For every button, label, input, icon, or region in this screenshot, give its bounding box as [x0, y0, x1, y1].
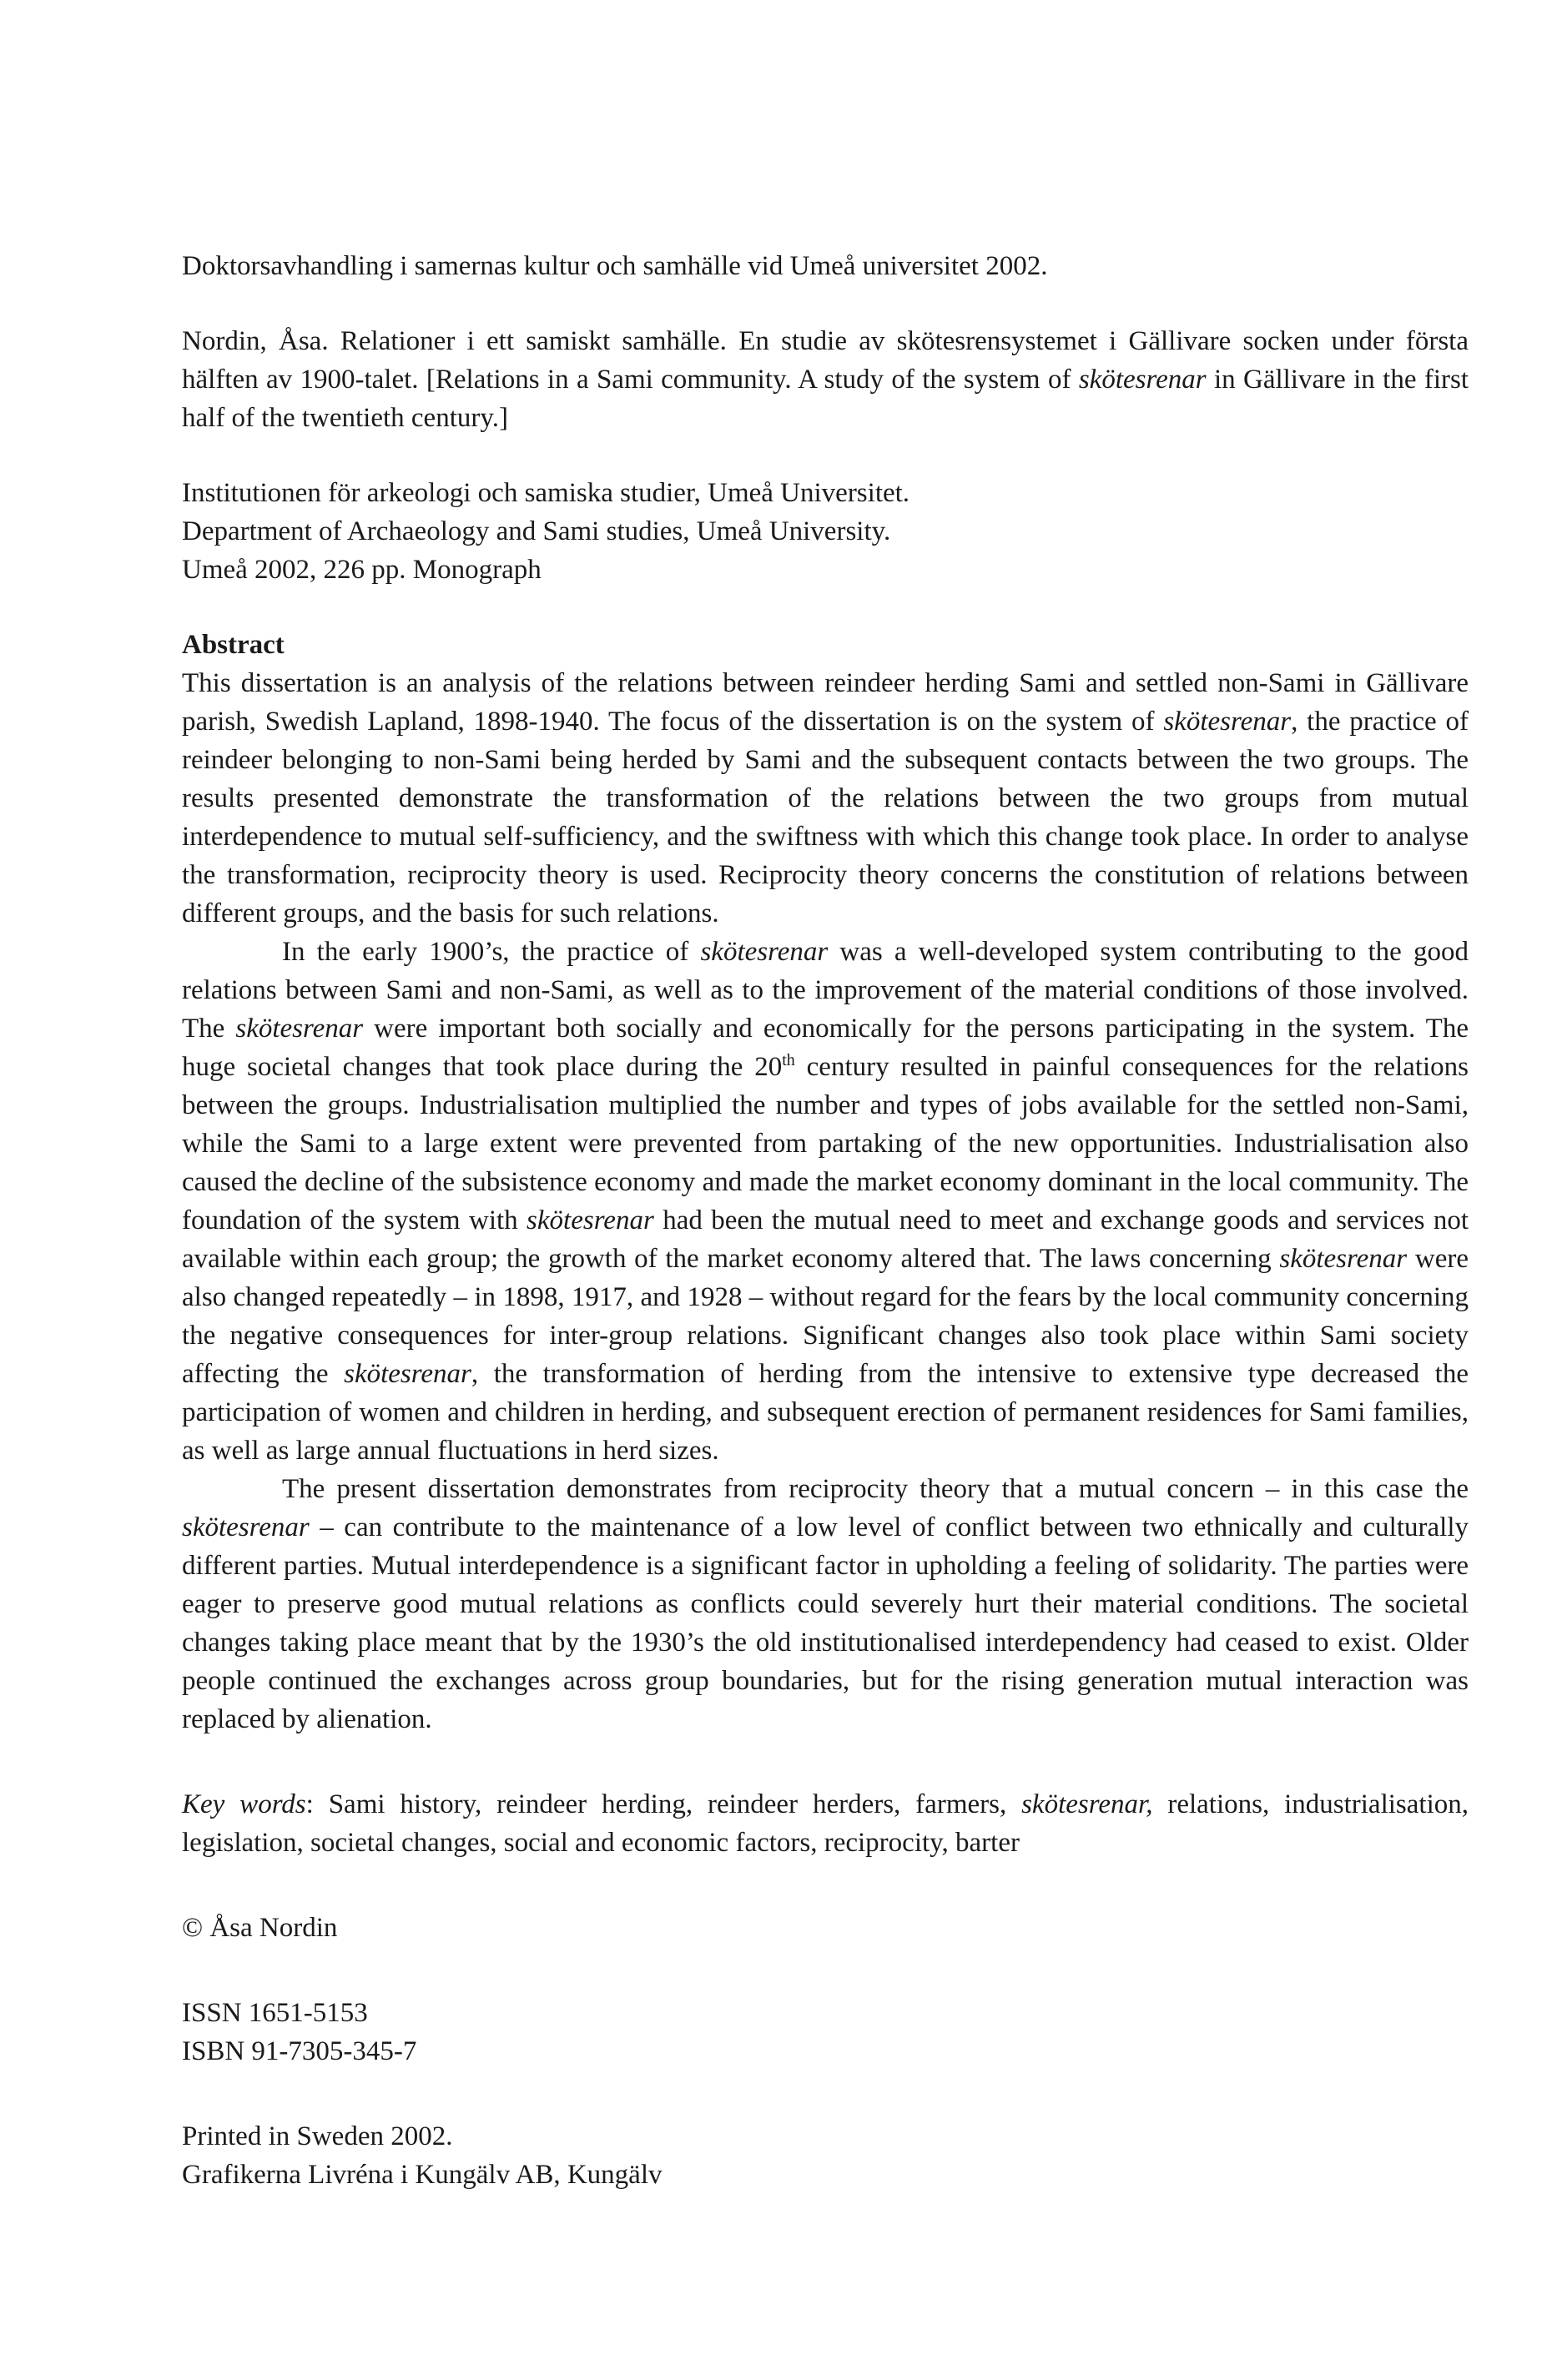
abstract-p2-text-d: century resulted in painful consequences for the relations between the groups. Industrialisation multiplied the number and types of jobs available for the settled non-Sami, while the Sami to a large extent were prevented from partaking of the new opportunities. Industrialisation also caused the decline of the subsistence economy and made the market economy dominant in the local community. The foundation of the system with [182, 1052, 1469, 1235]
abstract-p3-text-a: The present dissertation demonstrates from reciprocity theory that a mutual concern – in this case the [282, 1474, 1469, 1504]
abstract-paragraph-2 [182, 933, 1469, 1470]
abstract-p2-term-2: skötesrenar [235, 1014, 364, 1044]
citation-text: Nordin, Åsa. Relationer i ett samiskt samhälle. En studie av skötesrensystemet i Gällivare socken under första hälften av 1900-talet. [Relations in a Sami community. A study of the system of [182, 326, 1469, 395]
issn: ISSN 1651-5153 [182, 1998, 368, 2028]
abstract-p1-text-b: , the practice of reindeer belonging to non-Sami being herded by Sami and the subsequent contacts between the two groups. The results presented demonstrate the transformation of the relations between the two groups from mutual interdependence to mutual self-sufficiency, and the swiftness with which this change took place. In order to analyse the transformation, reciprocity theory is used. Reciprocity theory concerns the constitution of relations between different groups, and the basis for such relations. [182, 707, 1469, 928]
citation [182, 322, 1469, 437]
abstract-heading: Abstract [182, 630, 285, 660]
abstract-p1-term: skötesrenar [1163, 707, 1292, 737]
abstract-p2-superscript: th [782, 1051, 795, 1069]
keywords [182, 1785, 1469, 1862]
abstract-p2-text-f: were also changed repeatedly – in 1898, 1917, and 1928 – without regard for the fears by the local community concerning the negative consequences for inter-group relations. Significant changes also took place within Sami society affecting the [182, 1244, 1469, 1389]
isbn: ISBN 91-7305-345-7 [182, 2036, 417, 2066]
abstract-p3-text-b: – can contribute to the maintenance of a low level of conflict between two ethnically and culturally different parties. Mutual interdependence is a significant factor in upholding a feeling of solidarity. The parties were eager to preserve good mutual relations as conflicts could severely hurt their material conditions. The societal changes taking place meant that by the 1930’s the old institutionalised interdependency had ceased to exist. Older people continued the exchanges across group boundaries, but for the rising generation mutual interaction was replaced by alienation. [182, 1512, 1469, 1734]
abstract-p2-term-3: skötesrenar [527, 1205, 654, 1235]
abstract-p2-term-4: skötesrenar [1279, 1244, 1408, 1274]
series-line: Doktorsavhandling i samernas kultur och samhälle vid Umeå universitet 2002. [182, 251, 1048, 281]
keywords-text-b: relations, industrialisation, legislation, societal changes, social and economic factors, reciprocity, barter [182, 1789, 1469, 1858]
keywords-term: skötesrenar, [1021, 1789, 1153, 1819]
institution-line-2: Department of Archaeology and Sami studies, Umeå University. [182, 516, 891, 546]
abstract-p2-text-c: were important both socially and economically for the persons participating in the system. The huge societal changes that took place during the 20 [182, 1014, 1469, 1082]
institution-line-3: Umeå 2002, 226 pp. Monograph [182, 555, 542, 585]
institution-line-1: Institutionen för arkeologi och samiska studier, Umeå Universitet. [182, 478, 910, 508]
abstract-p2-text-b: was a well-developed system contributing to the good relations between Sami and non-Sami, as well as to the improvement of the material conditions of those involved. The [182, 937, 1469, 1044]
copyright: © Åsa Nordin [182, 1913, 338, 1943]
keywords-label: Key words [182, 1789, 306, 1819]
printer-line: Grafikerna Livréna i Kungälv AB, Kungälv [182, 2160, 663, 2190]
abstract-p1-text-a: This dissertation is an analysis of the relations between reindeer herding Sami and settled non-Sami in Gällivare parish, Swedish Lapland, 1898-1940. The focus of the dissertation is on the system of [182, 668, 1469, 737]
keywords-text-a: : Sami history, reindeer herding, reindeer herders, farmers, [305, 1789, 1022, 1819]
abstract-p2-text-e: had been the mutual need to meet and exchange goods and services not available within each group; the growth of the market economy altered that. The laws concerning [182, 1205, 1469, 1274]
abstract-paragraph-1 [182, 664, 1469, 933]
abstract-paragraph-3 [182, 1470, 1469, 1738]
abstract-p3-term: skötesrenar [182, 1512, 310, 1542]
abstract-p2-term-5: skötesrenar [344, 1359, 471, 1389]
abstract-p2-text-a: In the early 1900’s, the practice of [282, 937, 701, 967]
abstract-p2-term-1: skötesrenar [700, 937, 829, 967]
abstract-p2-text-g: , the transformation of herding from the intensive to extensive type decreased the participation of women and children in herding, and subsequent erection of permanent residences for Sami families, as well as large annual fluctuations in herd sizes. [182, 1359, 1469, 1466]
printed-line: Printed in Sweden 2002. [182, 2121, 453, 2151]
citation-term: skötesrenar [1078, 365, 1207, 395]
citation-text-end: in Gällivare in the first half of the twentieth century.] [182, 365, 1469, 433]
document-page [182, 247, 1469, 2194]
